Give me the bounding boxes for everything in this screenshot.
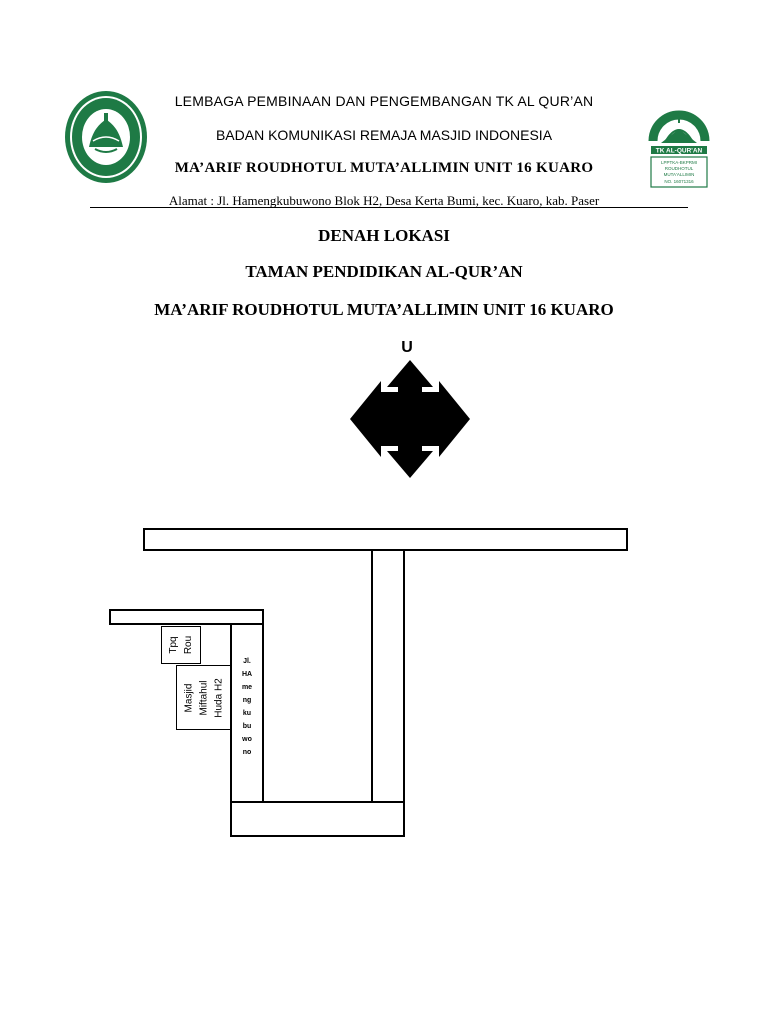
bottom-road bbox=[230, 801, 405, 837]
masjid-label-line-3: Huda H2 bbox=[213, 677, 224, 718]
logo-box-line4: NO. 16071316 bbox=[664, 179, 694, 184]
street-label-line: me bbox=[241, 684, 253, 691]
masjid-label-line-1: Masjid bbox=[183, 683, 194, 712]
logo-box-line2: ROUDHOTUL bbox=[664, 166, 694, 171]
header-divider bbox=[90, 207, 688, 208]
logo-box-line1: LPPTKA-BKPRMI bbox=[660, 160, 698, 165]
street-label-line: bu bbox=[242, 723, 252, 730]
document-title: DENAH LOKASI bbox=[318, 226, 450, 245]
masjid-building bbox=[176, 665, 231, 730]
tpq-building bbox=[161, 626, 201, 664]
street-label-line: ng bbox=[242, 697, 252, 704]
north-label: U bbox=[401, 339, 413, 356]
tpq-label-line-1: Tpq bbox=[168, 636, 179, 654]
street-label-line: no bbox=[242, 749, 252, 756]
street-label-line: Jl. bbox=[243, 658, 251, 665]
tpq-label-line-2: Rou bbox=[183, 635, 194, 655]
document-subtitle-2: MA’ARIF ROUDHOTUL MUTA’ALLIMIN UNIT 16 KUARO bbox=[154, 300, 614, 319]
document-subtitle: TAMAN PENDIDIKAN AL-QUR’AN bbox=[245, 262, 523, 281]
top-road bbox=[143, 528, 628, 551]
org-name-line-2: BADAN KOMUNIKASI REMAJA MASJID INDONESIA bbox=[215, 127, 553, 143]
street-label-line: HA bbox=[241, 671, 253, 678]
four-way-arrow-icon bbox=[349, 359, 471, 479]
address-line: Alamat : Jl. Hamengkubuwono Blok H2, Desa Kerta Bumi, kec. Kuaro, kab. Paser bbox=[168, 193, 600, 208]
logo-box-line3: MUTA'ALLIMIN bbox=[663, 172, 695, 177]
masjid-label-line-2: Miftahul bbox=[198, 680, 209, 716]
org-name-line-3: MA’ARIF ROUDHOTUL MUTA’ALLIMIN UNIT 16 KUARO bbox=[174, 160, 594, 176]
logo-band-text: TK AL-QUR'AN bbox=[655, 147, 703, 155]
org-name-line-1: LEMBAGA PEMBINAAN DAN PENGEMBANGAN TK AL QUR’AN bbox=[174, 93, 594, 109]
right-vertical-road bbox=[371, 549, 405, 803]
street-label bbox=[233, 655, 261, 759]
street-label-line: ku bbox=[242, 710, 252, 717]
street-label-line: wo bbox=[242, 736, 252, 743]
